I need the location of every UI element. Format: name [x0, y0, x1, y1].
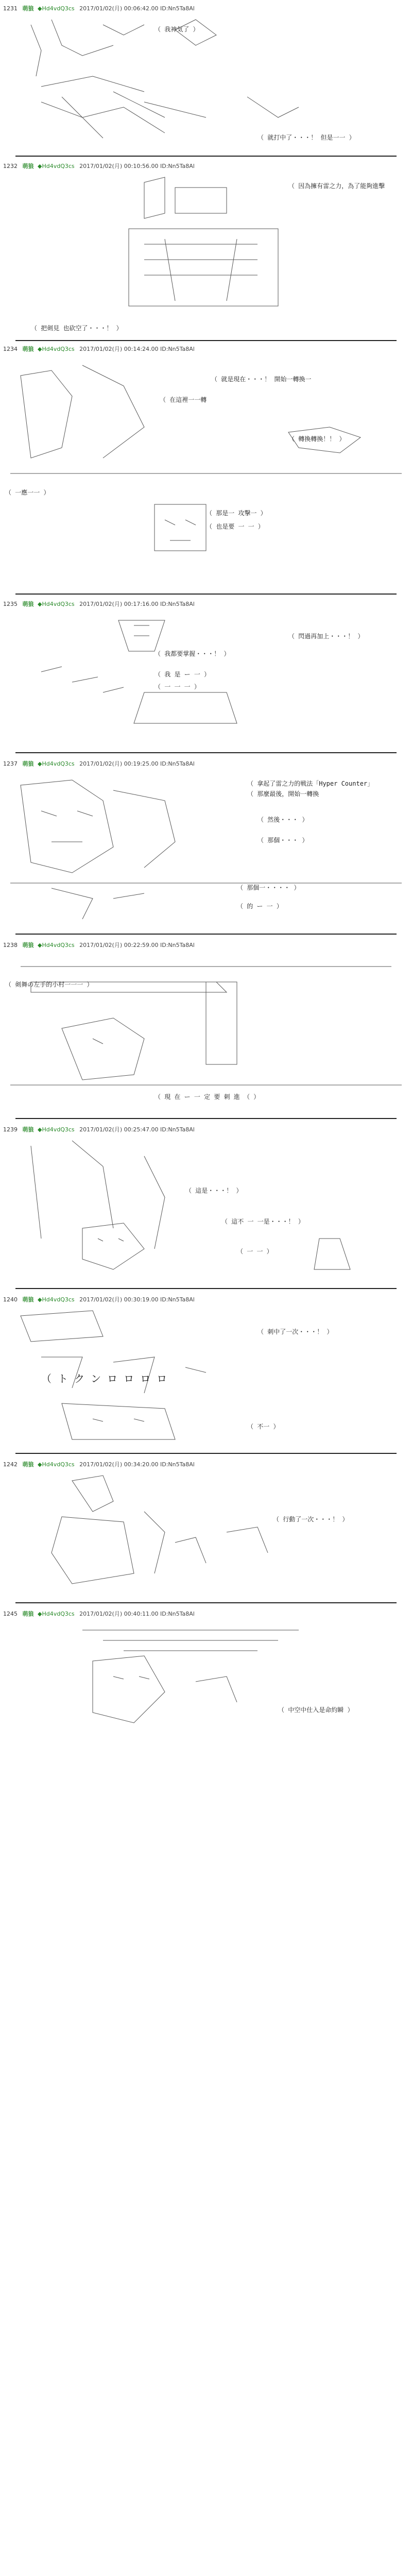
caption: （ 把剣見 也砍空了・・・！ ）: [31, 325, 123, 332]
post-date: 2017/01/02(月) 00:14:24.00 ID:Nn5Ta8Al: [79, 346, 195, 352]
post-number: 1231: [3, 5, 18, 12]
caption: （ 現 在 ー 一 定 要 刺 進 （ ）: [154, 1093, 260, 1100]
post-header: [3, 759, 195, 768]
poster-name: 萌狼: [22, 760, 34, 767]
post-header: [3, 600, 195, 608]
post-divider: [15, 934, 397, 935]
ascii-art: [10, 1470, 402, 1594]
post-number: 1240: [3, 1296, 18, 1303]
ascii-art-drawing: [10, 951, 402, 1106]
ascii-art-drawing: [10, 14, 402, 143]
caption: （ 然後・・・ ）: [258, 816, 308, 823]
caption: （ 那是一 攻撃一 ）: [206, 510, 267, 517]
post-divider: [15, 594, 397, 595]
caption: （ 這不 一 一是・・・！ ）: [221, 1218, 304, 1225]
post-date: 2017/01/02(月) 00:22:59.00 ID:Nn5Ta8Al: [79, 942, 195, 948]
post-header: [3, 941, 195, 949]
poster-name: 萌狼: [22, 601, 34, 607]
post-divider: [15, 1118, 397, 1119]
caption: （ 也是要 一 一 ）: [206, 523, 264, 530]
post-date: 2017/01/02(月) 00:19:25.00 ID:Nn5Ta8Al: [79, 760, 195, 767]
post-divider: [15, 1453, 397, 1454]
caption: （ 剣舞の左手的小村一一一 ）: [5, 981, 93, 988]
poster-name: 萌狼: [22, 1611, 34, 1617]
caption: （ 不一 ）: [247, 1423, 280, 1430]
post-divider: [15, 752, 397, 753]
poster-name: 萌狼: [22, 1126, 34, 1133]
post-number: 1239: [3, 1126, 18, 1133]
post-1234: [0, 343, 412, 580]
poster-name: 萌狼: [22, 942, 34, 948]
caption: （ 那個・・・ ）: [258, 837, 308, 844]
post-date: 2017/01/02(月) 00:30:19.00 ID:Nn5Ta8Al: [79, 1296, 195, 1303]
post-date: 2017/01/02(月) 00:34:20.00 ID:Nn5Ta8Al: [79, 1461, 195, 1468]
caption: （ 行動了一次・・・！ ）: [273, 1516, 349, 1523]
post-1235: [0, 598, 412, 747]
post-header: [3, 1609, 195, 1618]
post-header: [3, 345, 195, 353]
caption: （ 中空中仕入是命約瞬 ）: [278, 1706, 354, 1714]
poster-trip: ◆Hd4vdQ3cs: [38, 1296, 75, 1303]
post-divider: [15, 156, 397, 157]
caption: （ 因為擁有雷之力，為了能夠進擊: [288, 182, 385, 190]
post-1245: [0, 1607, 412, 1741]
caption: （ 我神気了 ）: [154, 26, 199, 33]
post-number: 1242: [3, 1461, 18, 1468]
post-number: 1234: [3, 346, 18, 352]
post-1237: [0, 757, 412, 922]
caption: （ 一 一 一 ）: [154, 683, 200, 690]
caption: （ 那麼最後，開始一轉換: [247, 790, 319, 798]
ascii-art-drawing: [10, 355, 402, 577]
poster-trip: ◆Hd4vdQ3cs: [38, 1126, 75, 1133]
poster-trip: ◆Hd4vdQ3cs: [38, 601, 75, 607]
post-header: [3, 162, 195, 170]
ascii-art-drawing: [10, 1136, 402, 1280]
poster-trip: ◆Hd4vdQ3cs: [38, 1611, 75, 1617]
caption: （ 這是・・・！ ）: [185, 1187, 243, 1194]
caption: （ 在這裡一一轉: [160, 396, 207, 403]
post-1242: [0, 1458, 412, 1597]
poster-name: 萌狼: [22, 1296, 34, 1303]
caption: （ 就是現在・・・！ 開始一轉換一: [211, 376, 312, 383]
post-date: 2017/01/02(月) 00:10:56.00 ID:Nn5Ta8Al: [79, 163, 195, 170]
poster-name: 萌狼: [22, 1461, 34, 1468]
caption: （ 我 是 ー 一 ）: [154, 671, 211, 678]
post-number: 1238: [3, 942, 18, 948]
post-divider: [15, 340, 397, 341]
caption: （ 那個一・・・・ ）: [237, 884, 300, 891]
post-date: 2017/01/02(月) 00:06:42.00 ID:Nn5Ta8Al: [79, 5, 195, 12]
poster-trip: ◆Hd4vdQ3cs: [38, 163, 75, 170]
poster-name: 萌狼: [22, 5, 34, 12]
caption: （ 我都要掌握・・・！ ）: [154, 650, 230, 657]
caption: （ ト ク ン ロ ロ ロ ロ: [41, 1372, 167, 1385]
post-header: [3, 1125, 195, 1133]
post-number: 1237: [3, 760, 18, 767]
caption: （ 轉換轉換！！ ）: [288, 435, 346, 443]
ascii-art: [10, 355, 402, 577]
ascii-art-drawing: [10, 172, 402, 321]
poster-trip: ◆Hd4vdQ3cs: [38, 760, 75, 767]
post-1232: [0, 160, 412, 337]
post-header: [3, 1295, 195, 1303]
post-date: 2017/01/02(月) 00:40:11.00 ID:Nn5Ta8Al: [79, 1611, 195, 1617]
post-header: [3, 4, 195, 12]
poster-name: 萌狼: [22, 163, 34, 170]
post-divider: [15, 1288, 397, 1289]
caption: （ 一應一一 ）: [5, 489, 50, 496]
post-number: 1245: [3, 1611, 18, 1617]
post-number: 1232: [3, 163, 18, 170]
ascii-art-drawing: [10, 1470, 402, 1594]
post-date: 2017/01/02(月) 00:25:47.00 ID:Nn5Ta8Al: [79, 1126, 195, 1133]
ascii-art: [10, 172, 402, 321]
post-header: [3, 1460, 195, 1468]
post-1238: [0, 939, 412, 1109]
post-1240: [0, 1293, 412, 1448]
poster-trip: ◆Hd4vdQ3cs: [38, 1461, 75, 1468]
post-date: 2017/01/02(月) 00:17:16.00 ID:Nn5Ta8Al: [79, 601, 195, 607]
ascii-art: [10, 1136, 402, 1280]
ascii-art: [10, 951, 402, 1106]
poster-trip: ◆Hd4vdQ3cs: [38, 346, 75, 352]
caption: （ 就打中了・・・！ 但是一一 ）: [258, 134, 355, 141]
post-1239: [0, 1123, 412, 1283]
caption: （ 的 ー 一 ）: [237, 903, 283, 910]
post-divider: [15, 1602, 397, 1603]
caption: （ 刺中了一次・・・！ ）: [258, 1328, 333, 1335]
poster-trip: ◆Hd4vdQ3cs: [38, 942, 75, 948]
caption: （ 拿起了雷之力的戦法「Hyper Counter」: [247, 780, 374, 787]
post-1231: [0, 0, 412, 149]
caption: （ 一 一 ）: [237, 1248, 273, 1255]
ascii-art: [10, 14, 402, 143]
post-number: 1235: [3, 601, 18, 607]
poster-trip: ◆Hd4vdQ3cs: [38, 5, 75, 12]
ascii-art: [10, 1620, 402, 1738]
ascii-art: [10, 770, 402, 919]
ascii-art-drawing: [10, 770, 402, 919]
caption: （ 閃過再加上・・・！ ）: [288, 633, 364, 640]
poster-name: 萌狼: [22, 346, 34, 352]
ascii-art-drawing: [10, 1620, 402, 1738]
